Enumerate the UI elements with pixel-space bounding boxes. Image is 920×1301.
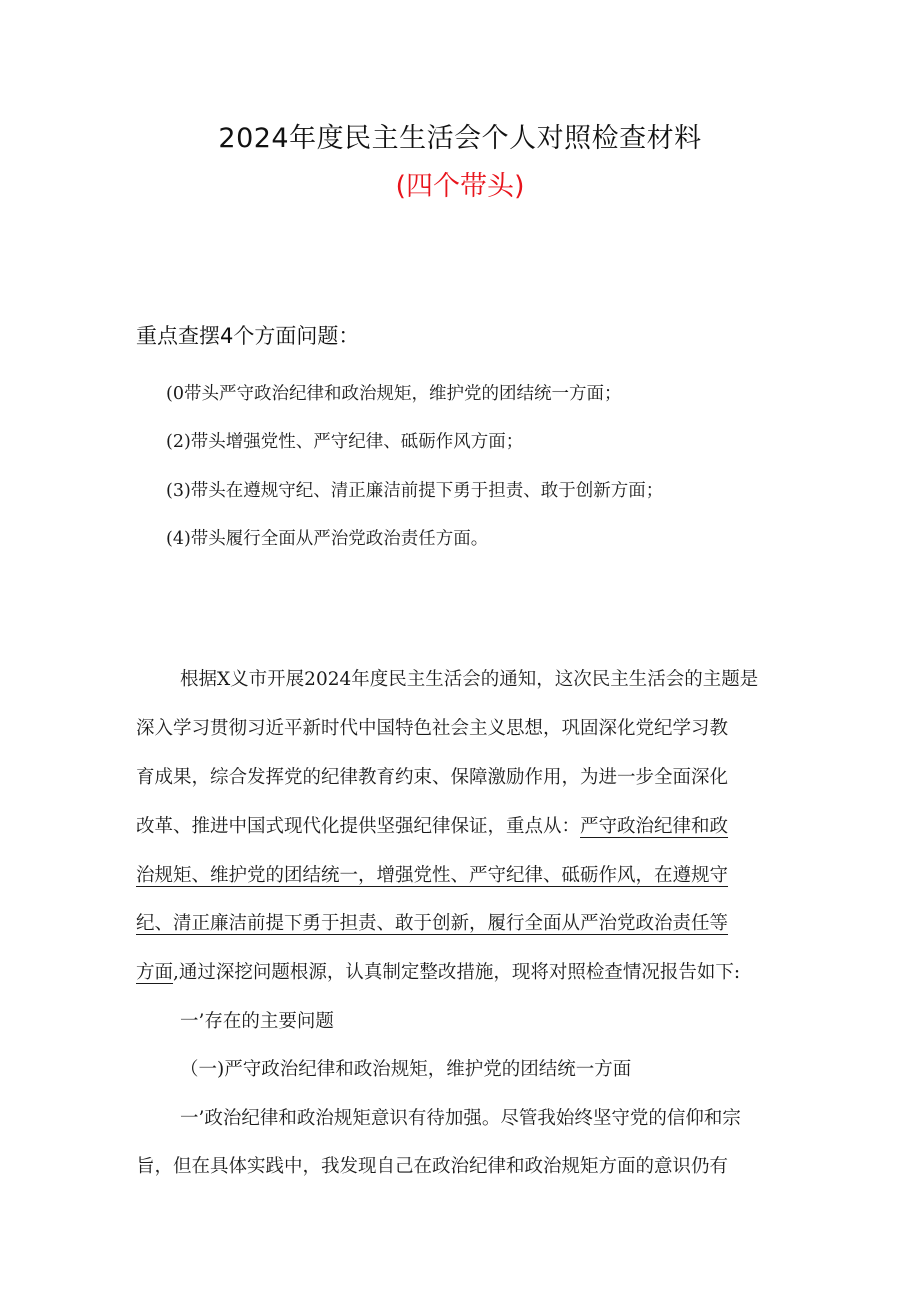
underlined-text: 严守政治纪律和政 (580, 816, 729, 837)
body-line: 旨，但在具体实践中，我发现自己在政治纪律和政治规矩方面的意识仍有 (136, 1156, 729, 1177)
body-text: 改革、推进中国式现代化提供坚强纪律保证，重点从： (136, 816, 581, 837)
focus-item-3: (3)带头在遵规守纪、清正廉洁前提下勇于担责、敢于创新方面； (166, 481, 664, 501)
underlined-text: 治规矩、维护党的团结统一，增强党性、严守纪律、砥砺作风，在遵规守 (136, 865, 729, 886)
body-line (136, 958, 740, 984)
document-title: 2024年度民主生活会个人对照检查材料 (218, 123, 702, 154)
subsection-heading: （一)严守政治纪律和政治规矩，维护党的团结统一方面 (180, 1059, 632, 1080)
focus-item-1: (0带头严守政治纪律和政治规矩，维护党的团结统一方面； (166, 384, 622, 404)
underlined-text: 方面 (136, 962, 174, 983)
body-line: 一’政治纪律和政治规矩意识有待加强。尽管我始终坚守党的信仰和宗 (180, 1108, 741, 1129)
body-line: 育成果，综合发挥党的纪律教育约束、保障激励作用，为进一步全面深化 (136, 767, 729, 788)
focus-heading: 重点查摆4个方面问题： (136, 324, 360, 348)
body-line: 根据X义市开展2024年度民主生活会的通知，这次民主生活会的主题是 (180, 669, 759, 690)
body-text: ,通过深挖问题根源，认真制定整改措施，现将对照检查情况报告如下: (173, 962, 741, 983)
focus-item-4: (4)带头履行全面从严治党政治责任方面。 (166, 529, 489, 549)
focus-item-2: (2)带头增强党性、严守纪律、砥砺作风方面； (166, 432, 524, 452)
body-line (136, 812, 728, 838)
underlined-text: 纪、清正廉洁前提下勇于担责、敢于创新，履行全面从严治党政治责任等 (136, 913, 729, 934)
document-subtitle: (四个带头) (395, 171, 525, 202)
section-heading: 一’存在的主要问题 (180, 1011, 334, 1032)
body-line: 深入学习贯彻习近平新时代中国特色社会主义思想，巩固深化党纪学习教 (136, 718, 729, 739)
